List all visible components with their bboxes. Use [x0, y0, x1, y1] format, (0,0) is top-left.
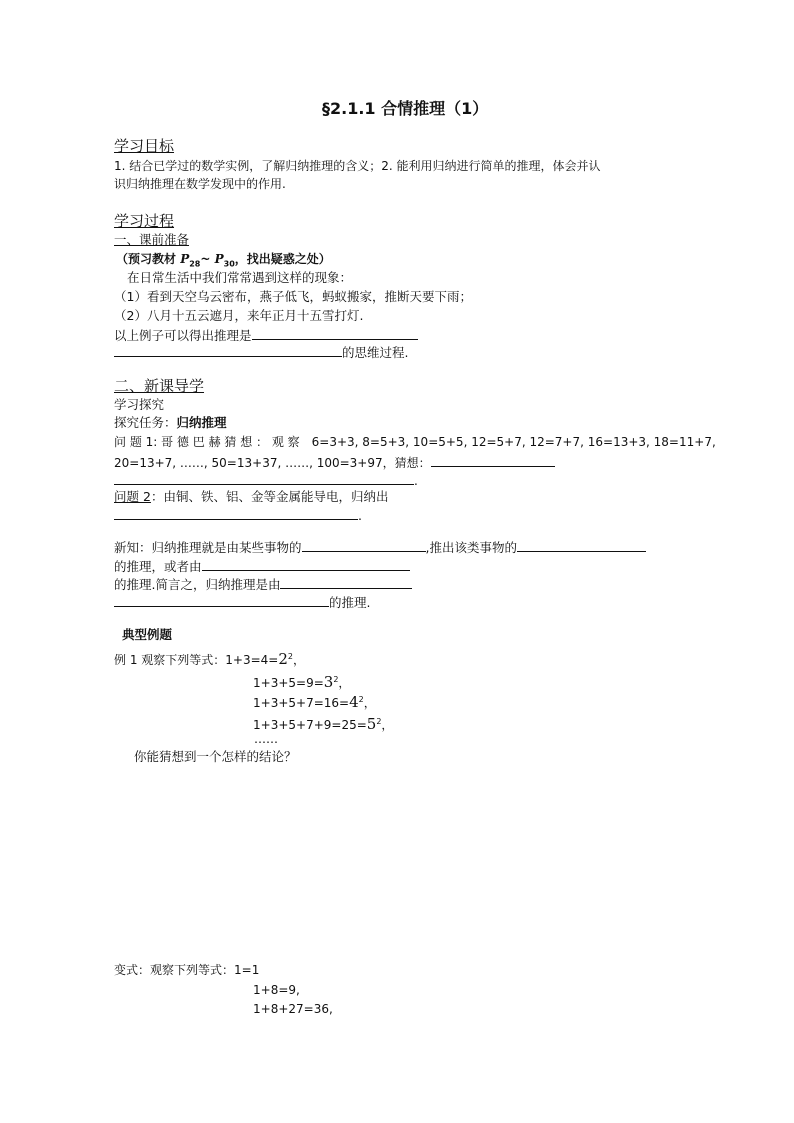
- variant-equation-1: 1=1: [234, 963, 260, 977]
- example-1-question: 你能猜想到一个怎样的结论？: [134, 749, 297, 764]
- prep-note-end: ，找出疑惑之处）: [234, 252, 331, 266]
- period: .: [414, 474, 418, 488]
- prep-intro: 在日常生活中我们常常遇到这样的现象：: [127, 270, 353, 285]
- variant-equation-2: 1+8=9,: [253, 983, 300, 997]
- answer-blank[interactable]: [114, 345, 342, 357]
- comma: ，: [338, 676, 351, 690]
- page-title: §2.1.1 合情推理（1）: [322, 99, 489, 118]
- examples-heading: 典型例题: [122, 627, 173, 642]
- objectives-heading: 学习目标: [114, 137, 175, 155]
- exponent: 2: [287, 652, 293, 661]
- example-1-line-1: [114, 651, 305, 668]
- example-1-ellipsis: ……: [254, 732, 278, 746]
- prep-heading: 一、课前准备: [114, 232, 190, 247]
- p-symbol-30: P: [214, 252, 224, 266]
- equation-4: 1+3+5+7+9=25=: [253, 718, 367, 732]
- new-lesson-heading: 二、新课导学: [114, 377, 205, 395]
- equation-3: 1+3+5+7=16=: [253, 696, 350, 710]
- equation-2-base: 3: [323, 673, 334, 691]
- question-2-label: 问题 2: [114, 489, 151, 504]
- exponent: 2: [376, 717, 382, 726]
- new-knowledge-d: 的推理.简言之，归纳推理是由: [114, 577, 281, 592]
- answer-blank[interactable]: [114, 595, 329, 607]
- explore-heading: 学习探究: [114, 397, 165, 412]
- prep-example-1: （1）看到天空乌云密布，燕子低飞，蚂蚁搬家，推断天要下雨；: [114, 289, 472, 304]
- tilde: ~: [200, 252, 215, 266]
- answer-blank[interactable]: [114, 508, 358, 520]
- new-knowledge-e: 的推理.: [329, 595, 371, 610]
- page-30: 30: [223, 259, 235, 269]
- page-28: 28: [189, 259, 201, 269]
- equation-2: 1+3+5=9=: [253, 676, 324, 690]
- question-1-line-1: 问 题 1: 哥 德 巴 赫 猜 想 ： 观 察 6=3+3, 8=5+3, 10=5+5, 12=5+7, 12=7+7, 16=13+3, 18=11+7,: [114, 435, 716, 449]
- answer-blank[interactable]: [302, 540, 426, 552]
- answer-blank[interactable]: [431, 455, 555, 467]
- prep-example-2: （2）八月十五云遮月，来年正月十五雪打灯.: [114, 308, 364, 323]
- process-heading: 学习过程: [114, 212, 175, 230]
- example-1-line-3: [253, 694, 376, 711]
- new-knowledge-a: 新知：归纳推理就是由某些事物的: [114, 540, 302, 555]
- answer-blank[interactable]: [114, 473, 414, 485]
- task-name: 归纳推理: [176, 415, 227, 430]
- new-knowledge-b: ,推出该类事物的: [425, 540, 517, 555]
- example-1-line-4: [253, 716, 393, 733]
- comma: ，: [292, 653, 305, 667]
- prep-conclusion-line-2: [114, 345, 408, 360]
- variant-line-1: [114, 964, 259, 978]
- task-label: 探究任务：: [114, 415, 177, 430]
- new-knowledge-line-3: [114, 577, 412, 592]
- task-line: [114, 416, 227, 430]
- answer-blank[interactable]: [202, 559, 410, 571]
- question-1-text: 20=13+7, ……, 50=13+37, ……, 100=3+97，猜想：: [114, 456, 431, 470]
- question-1-line-2: [114, 455, 555, 471]
- variant-equation-3: 1+8+27=36,: [253, 1002, 333, 1016]
- prep-conclusion-b: 的思维过程.: [342, 345, 409, 360]
- exponent: 2: [333, 675, 339, 684]
- equation-3-base: 4: [349, 693, 359, 711]
- answer-blank[interactable]: [252, 328, 418, 340]
- question-1-line-3: [114, 473, 418, 489]
- comma: ，: [381, 718, 394, 732]
- answer-blank[interactable]: [517, 540, 646, 552]
- question-2-line-2: [114, 508, 362, 523]
- new-knowledge-c: 的推理，或者由: [114, 559, 202, 574]
- period: .: [358, 508, 362, 523]
- variant-label: 变式：观察下列等式：: [114, 963, 235, 977]
- equation-1: 1+3=4=: [225, 653, 279, 667]
- equation-1-base: 2: [278, 650, 288, 668]
- prep-conclusion-line-1: [114, 328, 418, 343]
- prep-note: [116, 253, 331, 267]
- example-1-label: 例 1 观察下列等式：: [114, 653, 226, 667]
- new-knowledge-line-2: [114, 559, 410, 574]
- new-knowledge-line-1: [114, 540, 646, 555]
- question-2-line-1: [114, 490, 388, 504]
- prep-note-start: （预习教材: [116, 252, 181, 266]
- prep-conclusion-a: 以上例子可以得出推理是: [114, 328, 252, 343]
- p-symbol-28: P: [180, 252, 190, 266]
- answer-blank[interactable]: [280, 577, 412, 589]
- objectives-line-2: 识归纳推理在数学发现中的作用.: [114, 177, 286, 191]
- example-1-line-2: [253, 674, 350, 691]
- objectives-line-1: 1. 结合已学过的数学实例，了解归纳推理的含义；2. 能利用归纳进行简单的推理，体会并认: [114, 159, 601, 173]
- comma: ，: [363, 696, 376, 710]
- question-2-text: ：由铜、铁、铝、金等金属能导电，归纳出: [150, 489, 389, 504]
- new-knowledge-line-4: [114, 595, 370, 610]
- exponent: 2: [358, 695, 364, 704]
- equation-4-base: 5: [366, 715, 377, 733]
